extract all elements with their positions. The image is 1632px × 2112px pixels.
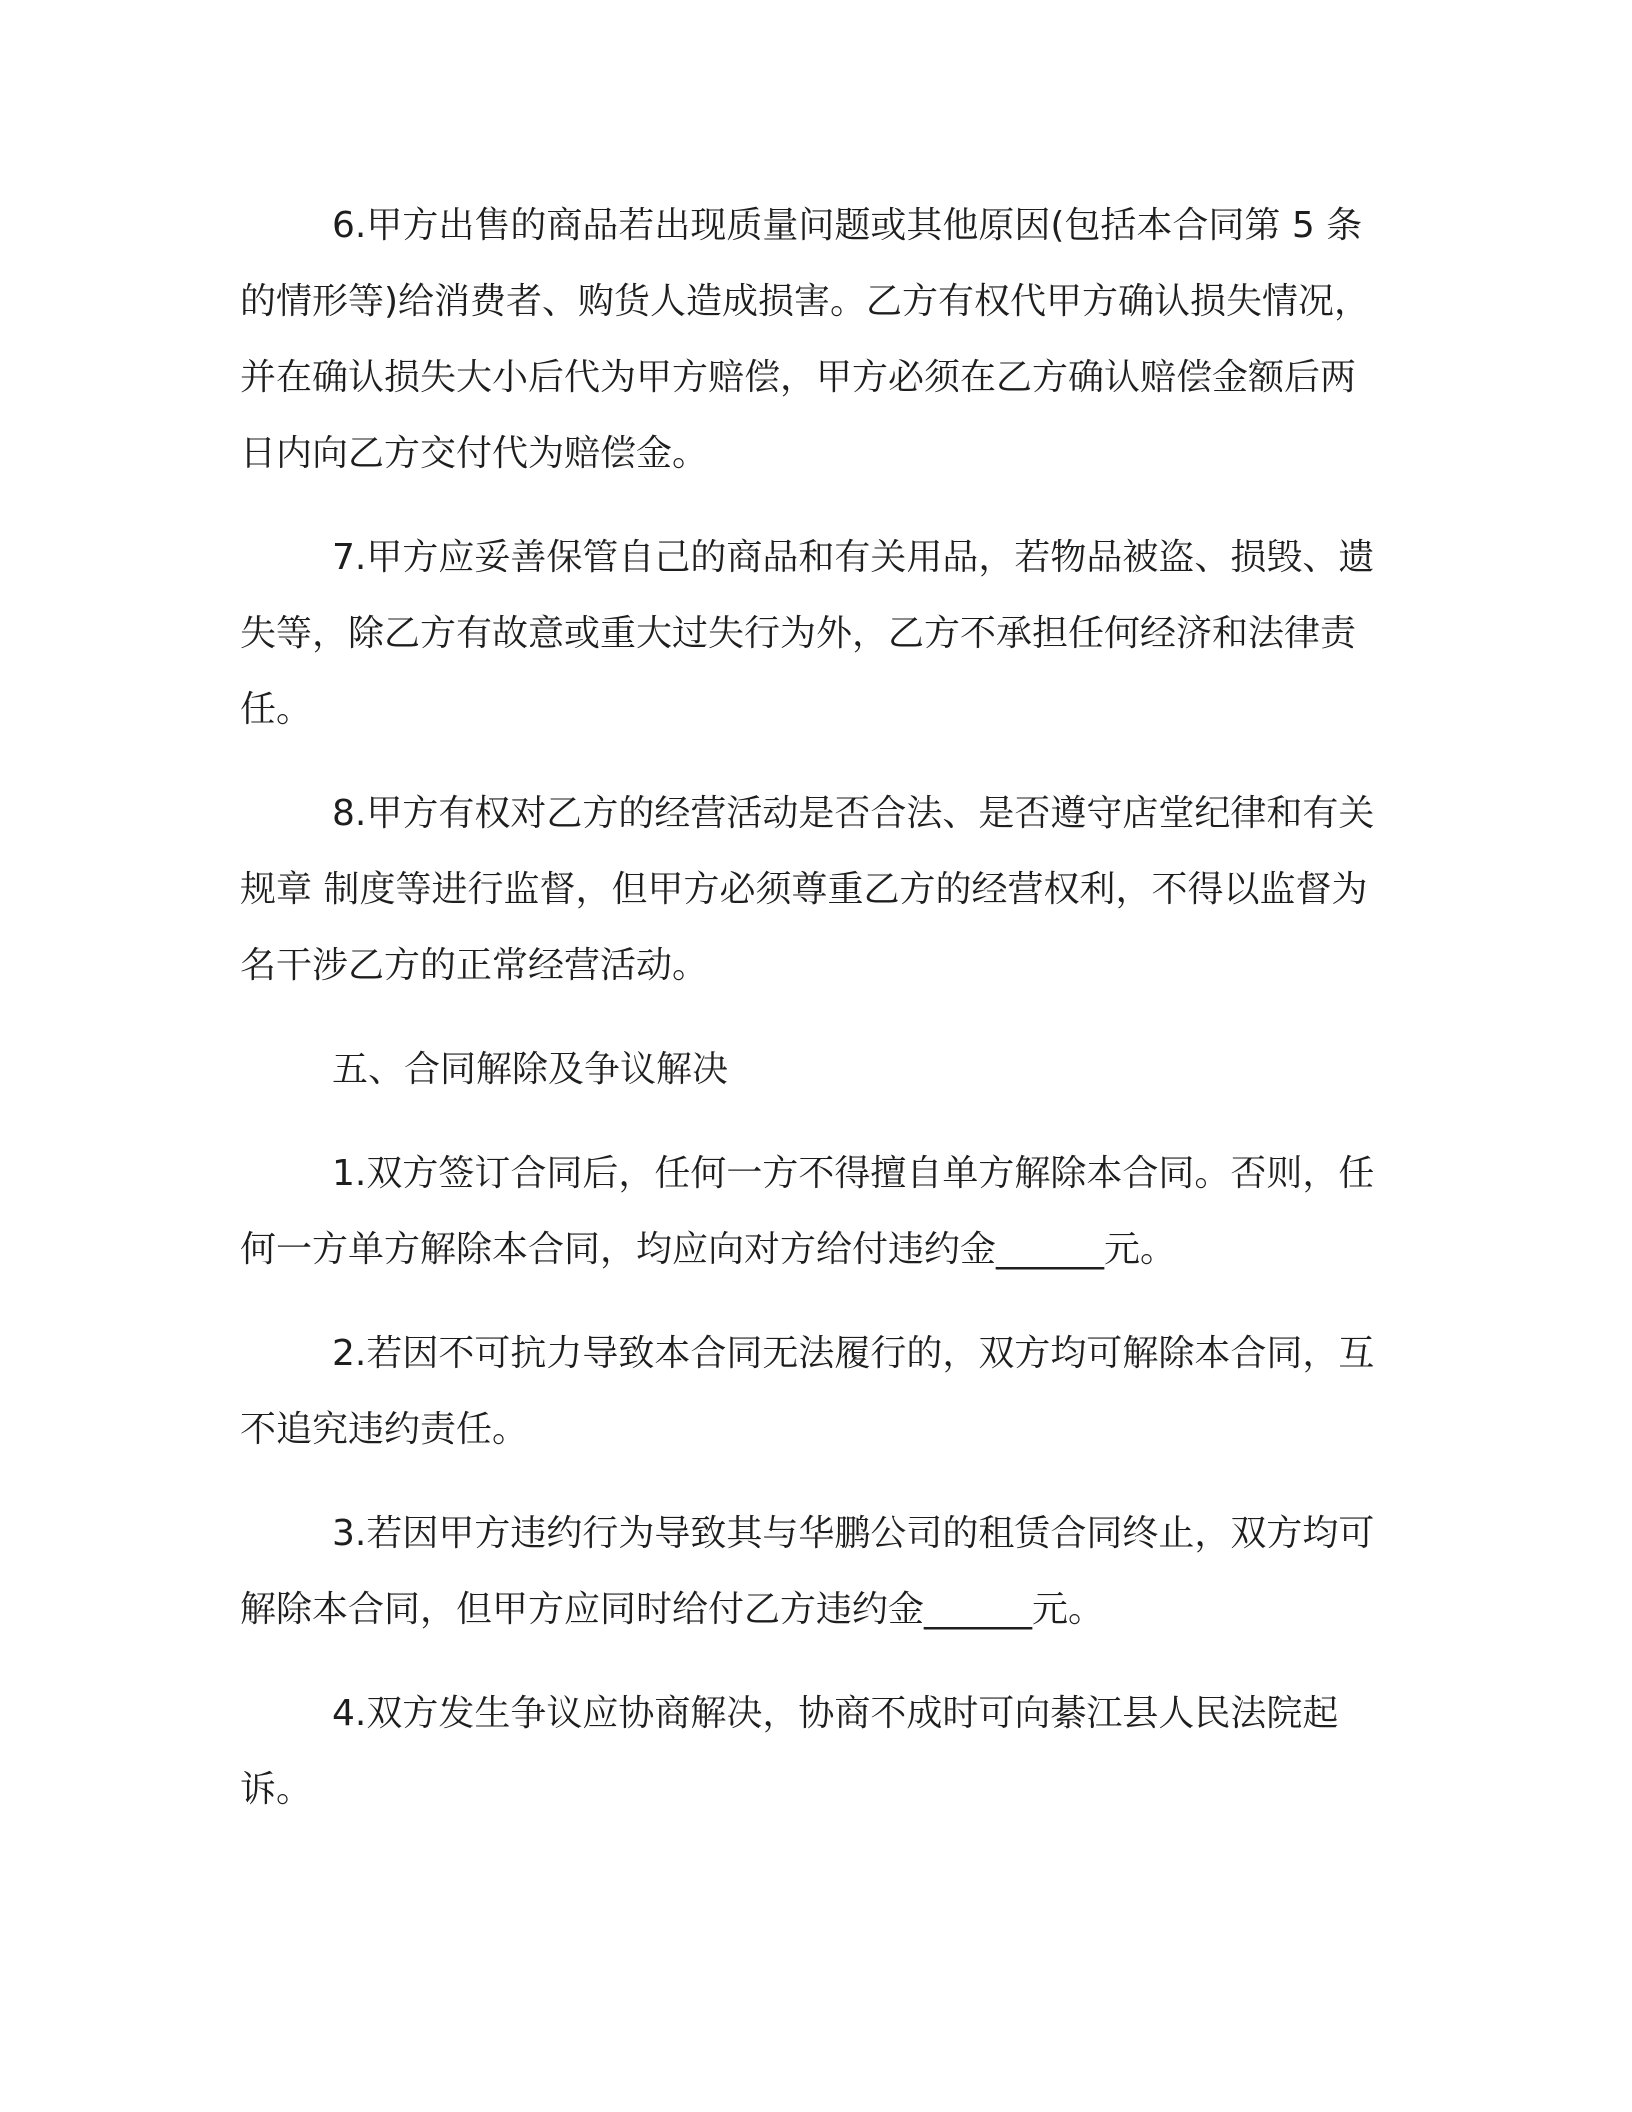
clause-7-paragraph: 7.甲方应妥善保管自己的商品和有关用品，若物品被盗、损毁、遗失等，除乙方有故意或重大过失行为外，乙方不承担任何经济和法律责任。 [240,537,1375,730]
clause-5-3-paragraph: 3.若因甲方违约行为导致其与华鹏公司的租赁合同终止，双方均可解除本合同，但甲方应同时给付乙方违约金______元。 [240,1513,1375,1630]
clause-5-2-paragraph: 2.若因不可抗力导致本合同无法履行的，双方均可解除本合同，互不追究违约责任。 [240,1333,1375,1450]
clause-5-4-paragraph: 4.双方发生争议应协商解决，协商不成时可向綦江县人民法院起诉。 [240,1693,1339,1810]
clause-8-paragraph: 8.甲方有权对乙方的经营活动是否合法、是否遵守店堂纪律和有关规章 制度等进行监督，但甲方必须尊重乙方的经营权利，不得以监督为名干涉乙方的正常经营活动。 [240,793,1375,986]
document-body [240,188,1380,1828]
clause-5-1-paragraph: 1.双方签订合同后，任何一方不得擅自单方解除本合同。否则，任何一方单方解除本合同，均应向对方给付违约金______元。 [240,1153,1375,1270]
clause-6-paragraph: 6.甲方出售的商品若出现质量问题或其他原因(包括本合同第 5 条的情形等)给消费者、购货人造成损害。乙方有权代甲方确认损失情况，并在确认损失大小后代为甲方赔偿，甲方必须在乙方确认赔偿金额后两日内向乙方交付代为赔偿金。 [240,205,1371,474]
section-5-heading: 五、合同解除及争议解决 [332,1049,729,1090]
